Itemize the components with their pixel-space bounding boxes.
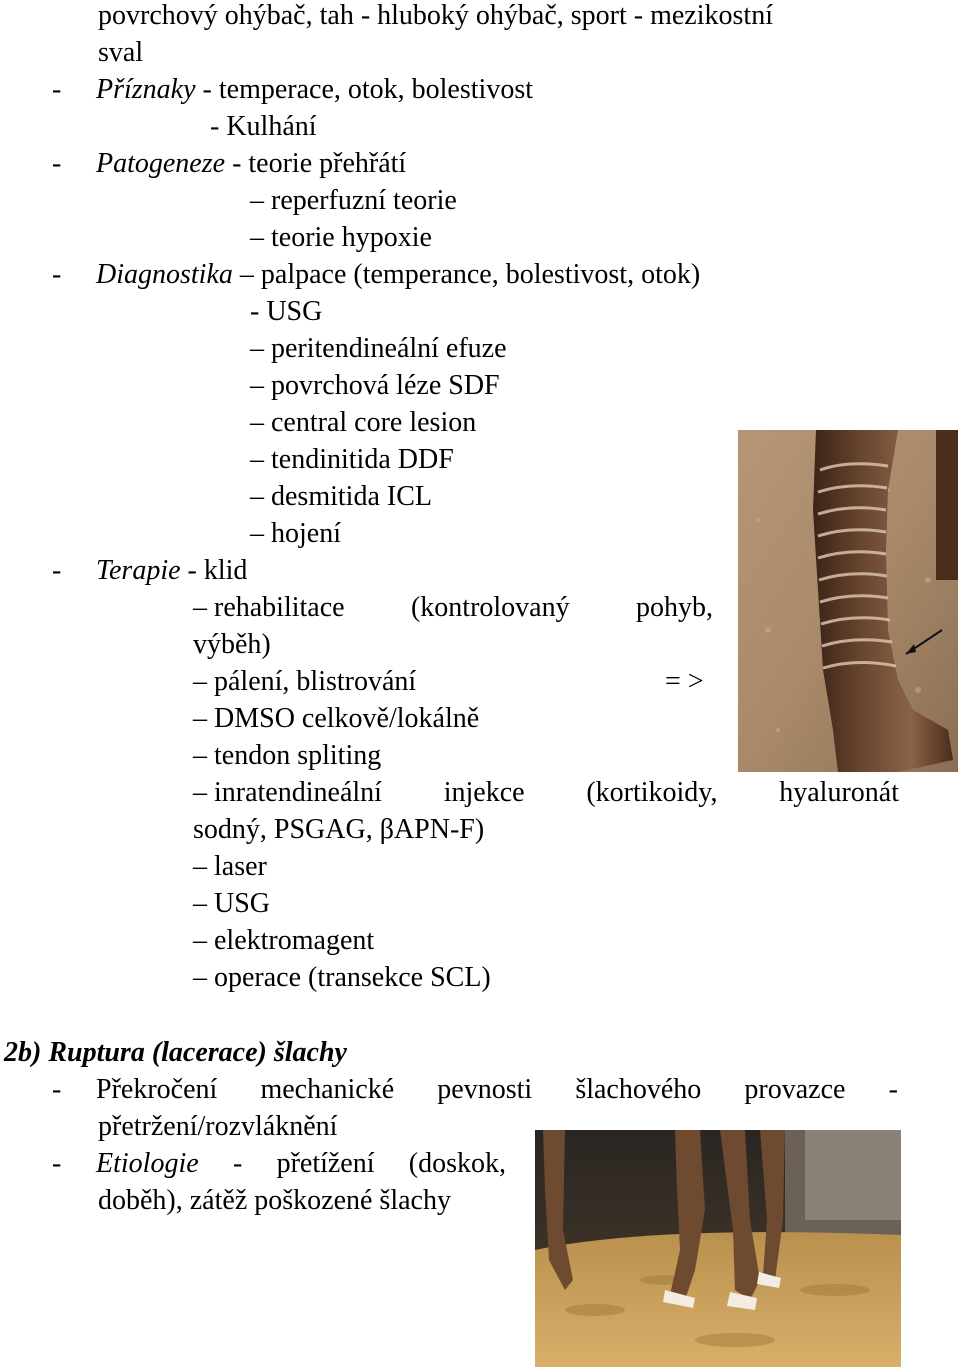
text-line: – teorie hypoxie (250, 222, 432, 253)
word: injekce (443, 777, 525, 808)
justified-line (193, 592, 713, 624)
bullet-dash: - (52, 1074, 62, 1105)
text-line: – laser (193, 851, 267, 882)
text-line: přetržení/rozvláknění (98, 1111, 338, 1142)
tendon-firing-photo (738, 430, 958, 772)
term-text: - temperace, otok, bolestivost (195, 74, 533, 105)
word: přetížení (276, 1148, 375, 1179)
word: Překročení (96, 1074, 218, 1105)
bullet-dash: - (52, 148, 62, 179)
justified-line (193, 777, 899, 809)
word: – rehabilitace (193, 592, 345, 623)
text-line: – tendon spliting (193, 740, 382, 771)
word: (kontrolovaný (410, 592, 570, 623)
term-label: Terapie (96, 555, 181, 586)
horse-legs-sand-photo (535, 1130, 901, 1367)
text-line: – reperfuzní teorie (250, 185, 457, 216)
symptoms-item (96, 74, 533, 106)
diagnostics-item (96, 259, 700, 291)
therapy-item (96, 555, 247, 587)
word: - (888, 1074, 898, 1105)
word: – inratendineální (193, 777, 382, 808)
justified-line (96, 1074, 898, 1106)
text-line: povrchový ohýbač, tah - hluboký ohýbač, sport - mezikostní (98, 0, 773, 31)
word: pevnosti (437, 1074, 533, 1105)
text-line: - Kulhání (210, 111, 317, 142)
text-line: sodný, PSGAG, βAPN-F) (193, 814, 485, 845)
word: šlachového (575, 1074, 702, 1105)
text-line: – elektromagent (193, 925, 375, 956)
text-line: – USG (193, 888, 271, 919)
text-line: – tendinitida DDF (250, 444, 454, 475)
term-text: - klid (180, 555, 248, 586)
pathogenesis-item (96, 148, 406, 180)
word: - (233, 1148, 243, 1179)
text-line: – desmitida ICL (250, 481, 432, 512)
term-text: – palpace (temperance, bolestivost, otok) (232, 259, 701, 290)
text-line: – DMSO celkově/lokálně (193, 703, 480, 734)
word: (kortikoidy, (586, 777, 718, 808)
term-label: Příznaky (96, 74, 196, 105)
bullet-dash: - (52, 1148, 62, 1179)
text-line: – central core lesion (250, 407, 477, 438)
word: hyaluronát (779, 777, 899, 808)
text-line: výběh) (193, 629, 271, 660)
arrow-text: = > (665, 666, 704, 697)
bullet-dash: - (52, 555, 62, 586)
text-line: doběh), zátěž poškozené šlachy (98, 1185, 451, 1216)
bullet-dash: - (52, 259, 62, 290)
text-line: – pálení, blistrování (193, 666, 417, 697)
text-line: – peritendineální efuze (250, 333, 507, 364)
term-label: Patogeneze (96, 148, 226, 179)
word: mechanické (260, 1074, 395, 1105)
word: pohyb, (635, 592, 713, 623)
text-line: – hojení (250, 518, 341, 549)
term-label: Diagnostika (96, 259, 233, 290)
text-line: - USG (250, 296, 323, 327)
text-line: sval (98, 37, 144, 68)
word: (doskok, (408, 1148, 506, 1179)
bullet-dash: - (52, 74, 62, 105)
justified-line (233, 1148, 506, 1180)
section-heading: 2b) Ruptura (lacerace) šlachy (4, 1037, 347, 1068)
text-line: – operace (transekce SCL) (193, 962, 491, 993)
term-text: - teorie přehřátí (225, 148, 407, 179)
text-line: – povrchová léze SDF (250, 370, 500, 401)
word: provazce (744, 1074, 846, 1105)
term-label: Etiologie (96, 1148, 199, 1179)
